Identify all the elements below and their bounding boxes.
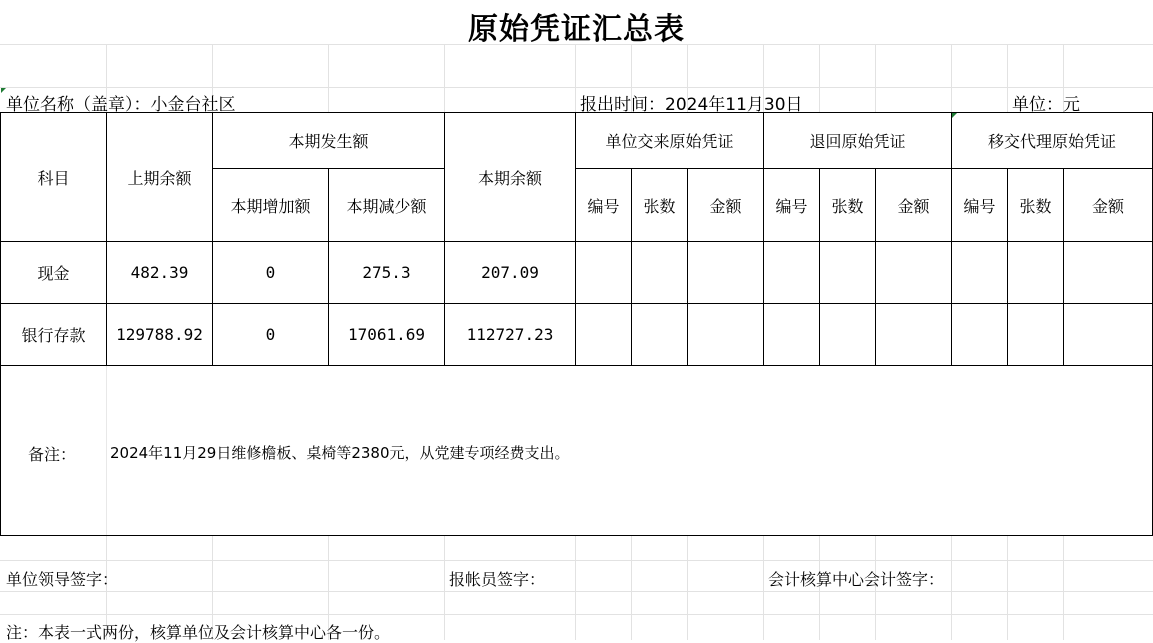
page-title: 原始凭证汇总表 bbox=[468, 12, 685, 47]
row-cash-decrease: 275.3 bbox=[362, 263, 411, 282]
currency-unit: 单位：元 bbox=[1012, 95, 1080, 115]
signature-reimburser: 报帐员签字： bbox=[449, 570, 546, 589]
footnote: 注：本表一式两份，核算单位及会计核算中心各一份。 bbox=[6, 623, 391, 642]
subheader-amount: 金额 bbox=[897, 196, 930, 216]
unit-name: 单位名称（盖章）：小金台社区 bbox=[6, 95, 236, 115]
row-cash-prev-balance: 482.39 bbox=[130, 263, 189, 282]
row-bank-subject: 银行存款 bbox=[21, 326, 86, 345]
remarks-text: 2024年11月29日维修檐板、桌椅等2380元，从党建专项经费支出。 bbox=[110, 444, 570, 462]
row-cash-increase: 0 bbox=[265, 263, 276, 282]
row-bank-decrease: 17061.69 bbox=[347, 325, 426, 344]
remarks-label: 备注： bbox=[28, 445, 77, 464]
header-returned-voucher: 退回原始凭证 bbox=[809, 132, 906, 151]
header-current-amount: 本期发生额 bbox=[288, 132, 369, 151]
header-subject: 科目 bbox=[37, 168, 70, 188]
header-transfer-voucher: 移交代理原始凭证 bbox=[987, 132, 1116, 151]
row-cash-current-balance: 207.09 bbox=[481, 263, 539, 282]
signature-accounting-center: 会计核算中心会计签字： bbox=[768, 570, 945, 589]
subheader-count: 张数 bbox=[831, 196, 864, 216]
subheader-count: 张数 bbox=[643, 196, 676, 216]
subheader-number: 编号 bbox=[587, 196, 620, 216]
row-cash-subject: 现金 bbox=[37, 264, 70, 283]
report-time: 报出时间：2024年11月30日 bbox=[580, 95, 803, 115]
header-increase: 本期增加额 bbox=[230, 196, 311, 216]
signature-unit-leader: 单位领导签字： bbox=[6, 570, 119, 589]
subheader-amount: 金额 bbox=[709, 196, 742, 216]
subheader-number: 编号 bbox=[775, 196, 808, 216]
row-bank-prev-balance: 129788.92 bbox=[116, 325, 203, 344]
header-current-balance: 本期余额 bbox=[477, 168, 542, 188]
header-decrease: 本期减少额 bbox=[346, 196, 427, 216]
header-prev-balance: 上期余额 bbox=[127, 168, 192, 188]
subheader-count: 张数 bbox=[1019, 196, 1052, 216]
row-bank-increase: 0 bbox=[265, 325, 276, 344]
row-bank-current-balance: 112727.23 bbox=[466, 325, 554, 344]
header-unit-voucher: 单位交来原始凭证 bbox=[605, 132, 734, 151]
subheader-number: 编号 bbox=[963, 196, 996, 216]
subheader-amount: 金额 bbox=[1091, 196, 1124, 216]
